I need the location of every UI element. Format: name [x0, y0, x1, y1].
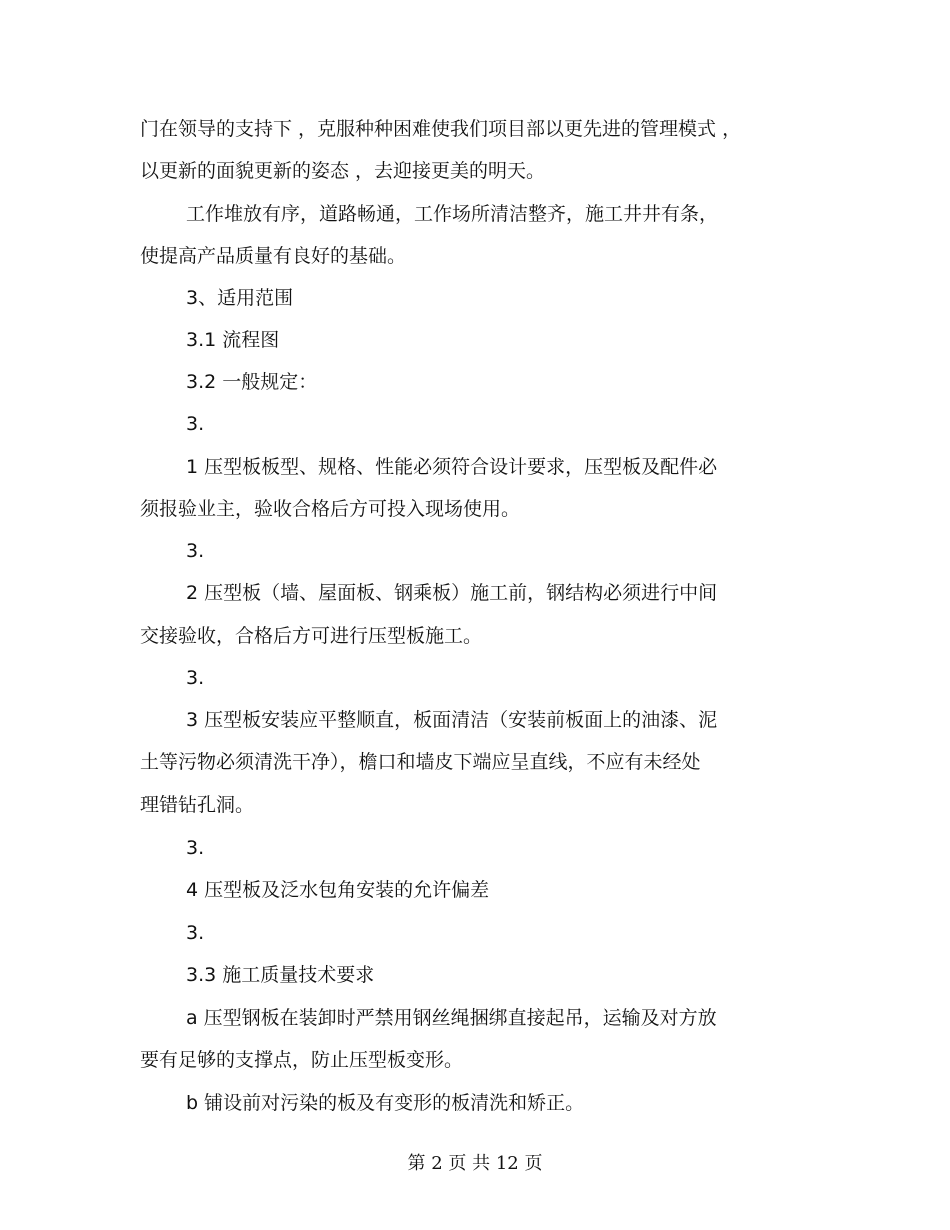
text-line: 土等污物必须清洗干净），檐口和墙皮下端应呈直线，不应有未经处	[140, 751, 701, 773]
text-line: 以更新的面貌更新的姿态 ，去迎接更美的明天。	[140, 160, 546, 182]
section-heading: 3.1 流程图	[186, 329, 280, 351]
text-line: 3.	[186, 837, 205, 859]
text-line: 1 压型板板型、规格、性能必须符合设计要求，压型板及配件必	[186, 456, 718, 478]
text-line: 交接验收，合格后方可进行压型板施工。	[140, 625, 483, 647]
section-heading: 3、适用范围	[186, 287, 294, 309]
text-line: 3.	[186, 540, 205, 562]
text-line: a 压型钢板在装卸时严禁用钢丝绳捆绑直接起吊，运输及对方放	[186, 1007, 717, 1029]
text-line: 理错钻孔洞。	[140, 794, 255, 816]
text-line: 3 压型板安装应平整顺直，板面清洁（安装前板面上的油漆、泥	[186, 709, 718, 731]
text-line: 4 压型板及泛水包角安装的允许偏差	[186, 879, 490, 901]
section-heading: 3.2 一般规定：	[186, 371, 318, 393]
text-line: 3.	[186, 413, 205, 435]
text-line: 要有足够的支撑点，防止压型板变形。	[140, 1049, 464, 1071]
text-line: 须报验业主，验收合格后方可投入现场使用。	[140, 498, 521, 520]
text-line: 使提高产品质量有良好的基础。	[140, 245, 407, 267]
text-line: 3.	[186, 667, 205, 689]
text-line: 门在领导的支持下 ，克服种种困难使我们项目部以更先进的管理模式 ，	[140, 118, 742, 140]
section-heading: 3.3 施工质量技术要求	[186, 964, 375, 986]
text-line: 工作堆放有序，道路畅通，工作场所清洁整齐，施工井井有条，	[186, 203, 719, 225]
text-line: 2 压型板（墙、屋面板、钢乘板）施工前，钢结构必须进行中间	[186, 582, 718, 604]
text-line: b 铺设前对污染的板及有变形的板清洗和矫正。	[186, 1092, 585, 1114]
page-number-footer: 第 2 页 共 12 页	[407, 1153, 543, 1174]
text-line: 3.	[186, 922, 205, 944]
